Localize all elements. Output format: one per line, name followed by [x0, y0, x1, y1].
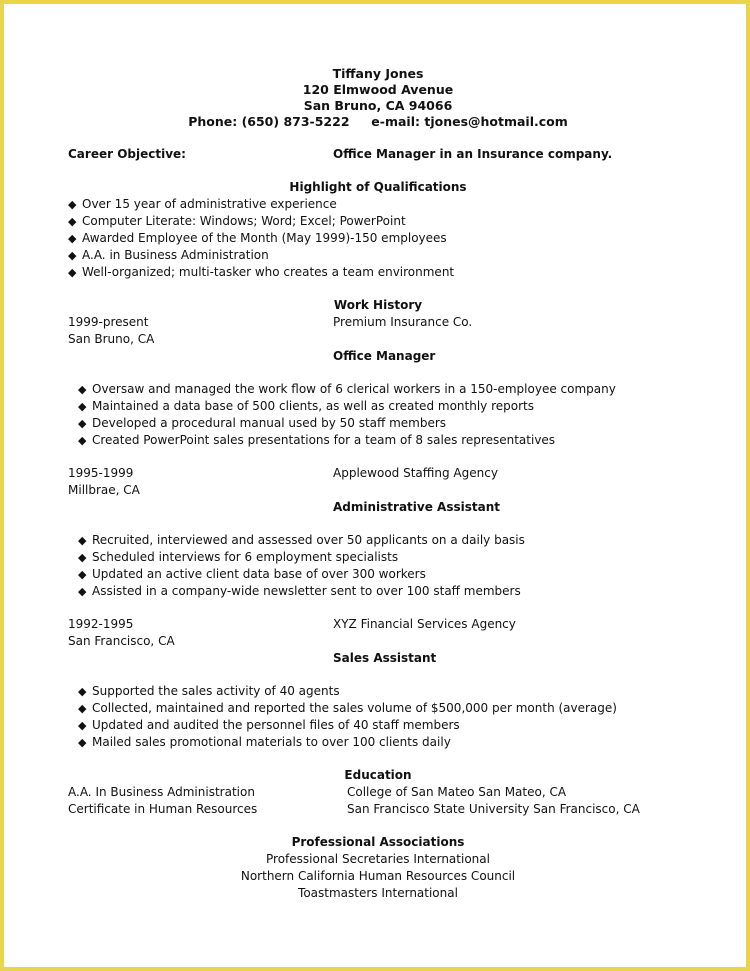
objective-value: Office Manager in an Insurance company. [333, 147, 613, 161]
list-item-text: Mailed sales promotional materials to over 100 clients daily [92, 735, 451, 749]
list-item-text: Computer Literate: Windows; Word; Excel; PowerPoint [82, 214, 406, 228]
spacer [68, 600, 688, 616]
job-location: San Francisco, CA [68, 634, 175, 648]
list-item [78, 683, 688, 700]
resume-document [68, 66, 688, 902]
list-item [78, 415, 688, 432]
association-item: Northern California Human Resources Council [240, 869, 516, 883]
list-item-text: Collected, maintained and reported the sales volume of $500,000 per month (average) [92, 701, 617, 715]
diamond-bullet-icon: ◆ [78, 702, 87, 715]
work-history-title: Work History [333, 298, 423, 312]
education-degree: A.A. In Business Administration [68, 785, 255, 799]
contact-line [68, 114, 688, 130]
list-item [78, 700, 688, 717]
job-duties-list [68, 532, 688, 600]
job-location: Millbrae, CA [68, 483, 140, 497]
diamond-bullet-icon: ◆ [78, 585, 87, 598]
list-item [78, 549, 688, 566]
job-duties-list [68, 683, 688, 751]
job-duties-list [68, 381, 688, 449]
list-item [78, 566, 688, 583]
education-degree: Certificate in Human Resources [68, 802, 258, 816]
list-item [68, 230, 688, 247]
list-item [78, 717, 688, 734]
diamond-bullet-icon: ◆ [68, 249, 77, 262]
list-item [78, 398, 688, 415]
diamond-bullet-icon: ◆ [78, 736, 87, 749]
career-objective [68, 146, 688, 163]
job-dates: 1999-present [68, 315, 149, 329]
education-school: College of San Mateo San Mateo, CA [347, 785, 567, 799]
association-item: Toastmasters International [298, 886, 458, 900]
job-header-row [68, 616, 688, 633]
job-position: Office Manager [333, 349, 436, 363]
list-item-text: Created PowerPoint sales presentations for a team of 8 sales representatives [92, 433, 556, 447]
education-school: San Francisco State University San Francisco, CA [347, 802, 640, 816]
spacer [68, 365, 688, 381]
qualifications-list [68, 196, 688, 281]
job-location: San Bruno, CA [68, 332, 155, 346]
email-text: e-mail: tjones@hotmail.com [371, 114, 568, 129]
work-history [68, 314, 688, 767]
list-item [78, 583, 688, 600]
job-header-row [68, 465, 688, 482]
job-dates: 1995-1999 [68, 466, 134, 480]
diamond-bullet-icon: ◆ [68, 215, 77, 228]
spacer [68, 667, 688, 683]
spacer [68, 516, 688, 532]
list-item-text: Recruited, interviewed and assessed over 50 applicants on a daily basis [92, 533, 525, 547]
list-item-text: Developed a procedural manual used by 50 staff members [92, 416, 447, 430]
diamond-bullet-icon: ◆ [78, 434, 87, 447]
job-company: Applewood Staffing Agency [333, 466, 498, 480]
diamond-bullet-icon: ◆ [78, 568, 87, 581]
diamond-bullet-icon: ◆ [78, 400, 87, 413]
associations-list [68, 851, 688, 902]
list-item-text: Updated and audited the personnel files of 40 staff members [92, 718, 460, 732]
list-item [68, 213, 688, 230]
objective-label: Career Objective: [68, 147, 186, 161]
diamond-bullet-icon: ◆ [78, 417, 87, 430]
list-item-text: Maintained a data base of 500 clients, as well as created monthly reports [92, 399, 534, 413]
list-item-text: Scheduled interviews for 6 employment specialists [92, 550, 399, 564]
list-item-text: Assisted in a company-wide newsletter sent to over 100 staff members [92, 584, 521, 598]
list-item-text: A.A. in Business Administration [82, 248, 269, 262]
job-header-row [68, 314, 688, 331]
diamond-bullet-icon: ◆ [68, 266, 77, 279]
diamond-bullet-icon: ◆ [68, 232, 77, 245]
list-item [78, 532, 688, 549]
job-company: Premium Insurance Co. [333, 315, 473, 329]
associations-title: Professional Associations [291, 835, 465, 849]
diamond-bullet-icon: ◆ [68, 198, 77, 211]
list-item-text: Awarded Employee of the Month (May 1999)-150 employees [82, 231, 447, 245]
list-item-text: Supported the sales activity of 40 agents [92, 684, 340, 698]
list-item [78, 432, 688, 449]
list-item [78, 381, 688, 398]
job-position: Sales Assistant [333, 651, 437, 665]
education-list [68, 784, 688, 818]
list-item-text: Oversaw and managed the work flow of 6 clerical workers in a 150-employee company [92, 382, 616, 396]
list-item [68, 264, 688, 281]
applicant-name: Tiffany Jones [332, 66, 424, 81]
job-dates: 1992-1995 [68, 617, 134, 631]
list-item [68, 247, 688, 264]
education-title: Education [344, 768, 412, 782]
spacer [68, 751, 688, 767]
diamond-bullet-icon: ◆ [78, 685, 87, 698]
spacer [68, 449, 688, 465]
street-address: 120 Elmwood Avenue [302, 82, 454, 97]
education-row [68, 784, 688, 801]
city-address: San Bruno, CA 94066 [303, 98, 453, 113]
list-item [78, 734, 688, 751]
job-company: XYZ Financial Services Agency [333, 617, 516, 631]
job-position: Administrative Assistant [333, 500, 500, 514]
education-row [68, 801, 688, 818]
qualifications-title: Highlight of Qualifications [289, 180, 467, 194]
diamond-bullet-icon: ◆ [78, 551, 87, 564]
association-item: Professional Secretaries International [266, 852, 490, 866]
diamond-bullet-icon: ◆ [78, 719, 87, 732]
list-item-text: Updated an active client data base of over 300 workers [92, 567, 426, 581]
diamond-bullet-icon: ◆ [78, 383, 87, 396]
list-item [68, 196, 688, 213]
list-item-text: Over 15 year of administrative experience [82, 197, 337, 211]
diamond-bullet-icon: ◆ [78, 534, 87, 547]
list-item-text: Well-organized; multi-tasker who creates a team environment [82, 265, 455, 279]
phone-text: Phone: (650) 873-5222 [188, 114, 350, 129]
